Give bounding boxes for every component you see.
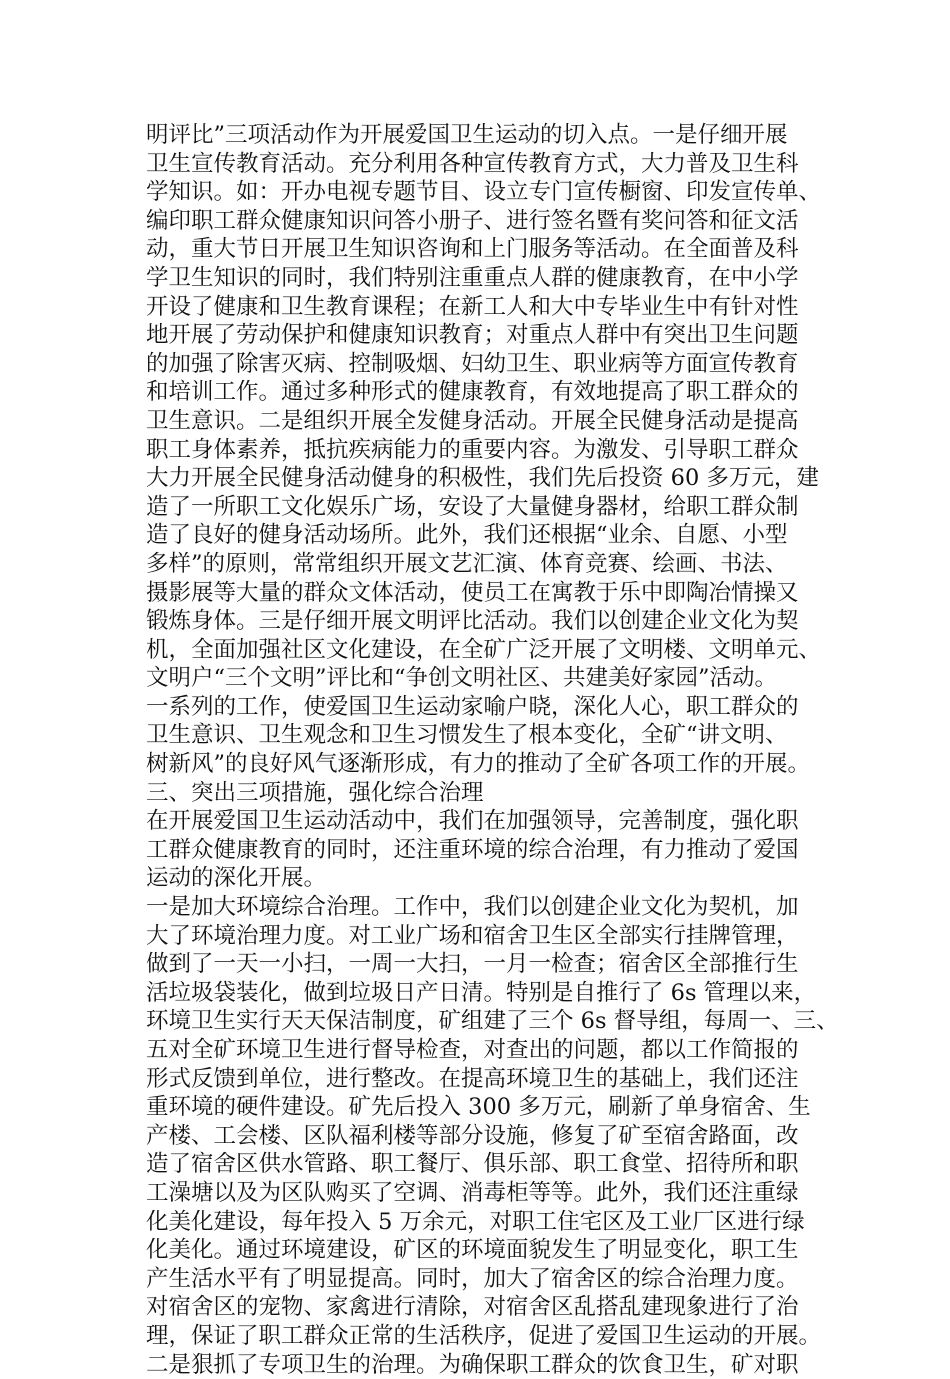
text-line: 的加强了除害灭病、控制吸烟、妇幼卫生、职业病等方面宣传教育 <box>146 350 799 377</box>
text-line: 树新风”的良好风气逐渐形成，有力的推动了全矿各项工作的开展。 <box>146 751 811 778</box>
text-line: 动，重大节日开展卫生知识咨询和上门服务等活动。在全面普及科 <box>146 236 799 263</box>
text-line: 学知识。如：开办电视专题节目、设立专门宣传橱窗、印发宣传单、 <box>146 179 822 206</box>
text-line: 五对全矿环境卫生进行督导检查，对查出的问题，都以工作简报的 <box>146 1037 799 1063</box>
text-line: 工澡塘以及为区队购买了空调、消毒柜等等。此外，我们还注重绿 <box>146 1179 799 1206</box>
text-line: 造了一所职工文化娱乐广场，安设了大量健身器材，给职工群众制 <box>146 493 799 520</box>
text-line: 锻炼身体。三是仔细开展文明评比活动。我们以创建企业文化为契 <box>146 608 799 635</box>
text-line: 一是加大环境综合治理。工作中，我们以创建企业文化为契机，加 <box>146 894 799 921</box>
text-line: 大力开展全民健身活动健身的积极性，我们先后投资 60 多万元，建 <box>146 465 819 492</box>
text-line: 一系列的工作，使爱国卫生运动家喻户晓，深化人心，职工群众的 <box>146 693 799 720</box>
text-line: 多样”的原则，常常组织开展文艺汇演、体育竞赛、绘画、书法、 <box>146 550 788 577</box>
text-line: 重环境的硬件建设。矿先后投入 300 多万元，刷新了单身宿舍、生 <box>146 1094 811 1121</box>
text-line: 产生活水平有了明显提高。同时，加大了宿舍区的综合治理力度。 <box>146 1265 799 1292</box>
text-line: 对宿舍区的宠物、家禽进行清除，对宿舍区乱搭乱建现象进行了治 <box>146 1294 799 1321</box>
text-line: 化美化。通过环境建设，矿区的环境面貌发生了明显变化，职工生 <box>146 1237 799 1264</box>
text-line: 和培训工作。通过多种形式的健康教育，有效地提高了职工群众的 <box>146 379 799 406</box>
section-heading: 三、突出三项措施，强化综合治理 <box>146 779 484 806</box>
text-line: 造了宿舍区供水管路、职工餐厅、俱乐部、职工食堂、招待所和职 <box>146 1151 799 1178</box>
text-line: 卫生意识、卫生观念和卫生习惯发生了根本变化，全矿“讲文明、 <box>146 722 788 749</box>
text-line: 工群众健康教育的同时，还注重环境的综合治理，有力推动了爱国 <box>146 836 799 863</box>
text-line: 卫生宣传教育活动。充分利用各种宣传教育方式，大力普及卫生科 <box>146 150 799 177</box>
text-line: 学卫生知识的同时，我们特别注重重点人群的健康教育，在中小学 <box>146 264 799 291</box>
text-line: 造了良好的健身活动场所。此外，我们还根据“业余、自愿、小型 <box>146 522 788 549</box>
text-line: 文明户“三个文明”评比和“争创文明社区、共建美好家园”活动。 <box>146 665 778 692</box>
text-line: 化美化建设，每年投入 5 万余元，对职工住宅区及工业厂区进行绿 <box>146 1208 805 1235</box>
text-line: 环境卫生实行天天保洁制度，矿组建了三个 6s 督导组，每周一、三、 <box>146 1008 839 1035</box>
text-line: 产楼、工会楼、区队福利楼等部分设施，修复了矿至宿舍路面，改 <box>146 1122 799 1149</box>
text-line: 形式反馈到单位，进行整改。在提高环境卫生的基础上，我们还注 <box>146 1065 799 1092</box>
text-line: 活垃圾袋装化，做到垃圾日产日清。特别是自推行了 6s 管理以来， <box>146 979 817 1006</box>
text-line: 机，全面加强社区文化建设，在全矿广泛开展了文明楼、文明单元、 <box>146 636 822 663</box>
text-line: 理，保证了职工群众正常的生活秩序，促进了爱国卫生运动的开展。 <box>146 1322 822 1349</box>
text-line: 职工身体素养，抵抗疾病能力的重要内容。为激发、引导职工群众 <box>146 436 799 463</box>
text-line: 开设了健康和卫生教育课程；在新工人和大中专毕业生中有针对性 <box>146 293 799 320</box>
text-line: 在开展爱国卫生运动活动中，我们在加强领导，完善制度，强化职 <box>146 808 799 835</box>
text-line: 做到了一天一小扫，一周一大扫，一月一检查；宿舍区全部推行生 <box>146 951 799 978</box>
text-line: 编印职工群众健康知识问答小册子、进行签名暨有奖问答和征文活 <box>146 207 799 234</box>
text-line: 二是狠抓了专项卫生的治理。为确保职工群众的饮食卫生，矿对职 <box>146 1351 799 1378</box>
text-line: 摄影展等大量的群众文体活动，使员工在寓教于乐中即陶冶情操又 <box>146 579 799 606</box>
text-line: 明评比”三项活动作为开展爱国卫生运动的切入点。一是仔细开展 <box>146 122 788 148</box>
text-line: 地开展了劳动保护和健康知识教育；对重点人群中有突出卫生问题 <box>146 322 799 349</box>
body-text <box>146 121 839 1379</box>
text-line: 卫生意识。二是组织开展全发健身活动。开展全民健身活动是提高 <box>146 407 799 434</box>
text-line: 大了环境治理力度。对工业广场和宿舍卫生区全部实行挂牌管理， <box>146 922 799 949</box>
text-line: 运动的深化开展。 <box>146 865 327 892</box>
